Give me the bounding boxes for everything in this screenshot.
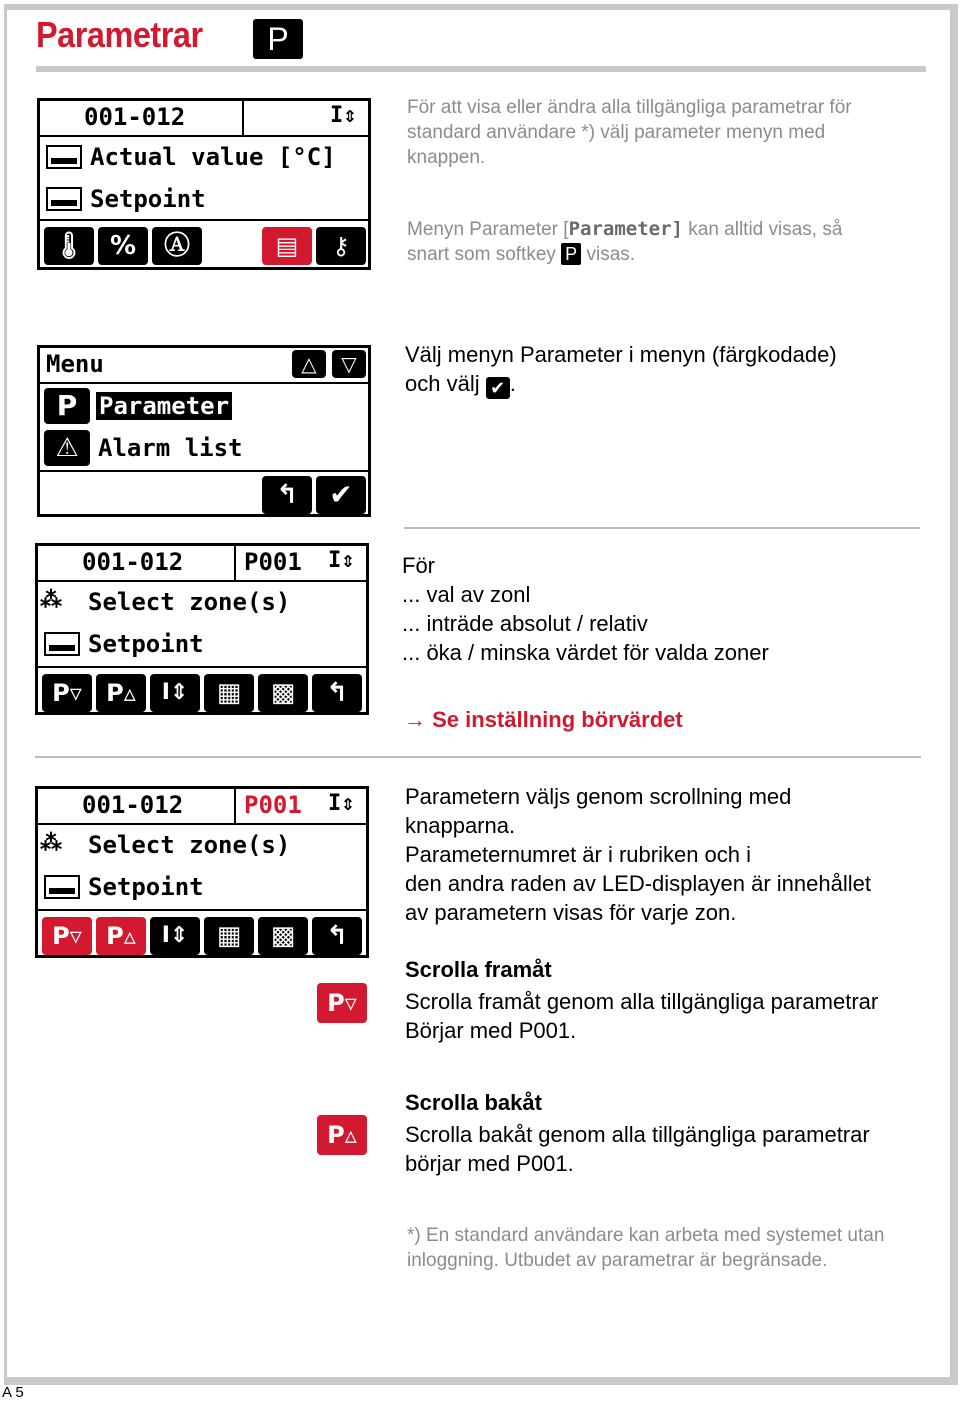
menu-info-bold: Parameter]	[568, 218, 683, 240]
percent-icon[interactable]: %	[98, 227, 148, 265]
menu-item-alarm-list[interactable]: Alarm list	[98, 434, 243, 462]
lcd-line-select-zone: Select zone(s)	[88, 831, 291, 859]
separator	[404, 527, 920, 529]
scroll-backward-icon[interactable]: P▵	[96, 917, 146, 955]
grid-some-icon[interactable]: ▩	[258, 674, 308, 712]
parameter-p-icon: P	[44, 388, 90, 424]
checkmark-icon[interactable]: ✔	[316, 476, 366, 514]
abs-rel-icon[interactable]: I⇕	[150, 674, 200, 712]
footnote-line1: *) En standard användare kan arbeta med systemet utan	[407, 1225, 885, 1246]
lcd-softkey-rule	[38, 666, 366, 668]
grid-all-icon[interactable]: ▦	[204, 917, 254, 955]
setpoint-link-label[interactable]: Se inställning börvärdet	[432, 707, 683, 732]
lcd-line-setpoint: Setpoint	[90, 185, 206, 213]
grid-all-icon[interactable]: ▦	[204, 674, 254, 712]
scroll-backward-line1: Scrolla bakåt genom alla tillgängliga parametrar	[405, 1122, 870, 1147]
lcd-screen-select-zone	[35, 543, 369, 715]
menu-select-period: .	[509, 371, 516, 396]
scroll-explanation-line5: av parametern visas för varje zon.	[405, 900, 737, 925]
for-item-zone: ... val av zonl	[402, 582, 531, 607]
scroll-updown-icon: I⇕	[328, 548, 355, 573]
lcd-line-setpoint: Setpoint	[88, 873, 204, 901]
up-triangle-icon[interactable]: △	[292, 350, 326, 378]
scroll-updown-icon: I⇕	[330, 103, 357, 128]
scroll-forward-title: Scrolla framåt	[405, 957, 552, 982]
lcd-divider	[242, 101, 244, 137]
setpoint-icon	[44, 875, 80, 899]
lcd-screen-menu	[37, 345, 371, 517]
back-arrow-icon[interactable]: ↰	[312, 917, 362, 955]
lcd-line-select-zone: Select zone(s)	[88, 588, 291, 616]
scroll-forward-line1: Scrolla framåt genom alla tillgängliga parametrar	[405, 989, 879, 1014]
title-rule	[36, 66, 926, 72]
scroll-forward-icon[interactable]: P▿	[42, 917, 92, 955]
page-frame-bottom	[4, 1377, 958, 1385]
softkey-info-pre: snart som softkey	[407, 244, 562, 265]
setpoint-link[interactable]	[404, 705, 683, 734]
menu-info-text	[407, 217, 907, 267]
menu-select-line2: och välj	[405, 371, 486, 396]
scroll-forward-icon[interactable]: P▿	[42, 674, 92, 712]
scroll-explanation-line2: knapparna.	[405, 813, 516, 838]
scroll-backward-title: Scrolla bakåt	[405, 1090, 542, 1115]
softkey-p-icon: P	[561, 243, 581, 265]
parameter-p-icon: P	[253, 19, 303, 59]
value-icon	[46, 145, 82, 169]
footnote-line2: inloggning. Utbudet av parametrar är begränsade.	[407, 1250, 828, 1271]
menu-item-parameter[interactable]: Parameter	[96, 392, 232, 420]
scroll-explanation	[405, 782, 925, 927]
scroll-forward-icon: P▿	[317, 983, 367, 1023]
page-frame-top	[4, 4, 954, 10]
setpoint-icon	[44, 632, 80, 656]
scroll-forward-line2: Börjar med P001.	[405, 1018, 577, 1043]
lcd-softkey-bar-rule	[40, 219, 368, 221]
scroll-explanation-line3: Parameternumret är i rubriken och i	[405, 842, 752, 867]
lcd-softkey-rule	[38, 909, 366, 911]
param-number: P001	[244, 548, 302, 576]
for-item-inc-dec: ... öka / minska värdet för valda zoner	[402, 640, 769, 665]
alarm-a-icon[interactable]: Ⓐ	[152, 227, 202, 265]
page-number: A 5	[2, 1384, 24, 1401]
down-triangle-icon[interactable]: ▽	[332, 350, 366, 378]
scroll-explanation-line1: Parametern väljs genom scrollning med	[405, 784, 792, 809]
lcd-screen-scroll	[35, 786, 369, 958]
alarm-warning-icon: ⚠	[44, 430, 90, 466]
intro-text	[407, 95, 907, 170]
scroll-backward-icon[interactable]: P▵	[96, 674, 146, 712]
link-arrow-icon: →	[404, 707, 426, 732]
lcd-divider	[234, 789, 236, 825]
intro-paragraph: För att visa eller ändra alla tillgängliga parametrar för standard användare *) välj parameter menyn med knappen.	[407, 97, 852, 168]
footnote	[407, 1223, 937, 1273]
lcd-range: 001-012	[82, 548, 184, 576]
menu-select-text	[405, 340, 925, 399]
lcd-range: 001-012	[84, 103, 186, 131]
checkbox-icon: ✔	[486, 377, 510, 399]
scroll-forward-section	[405, 955, 935, 1045]
page-title: Parametrar	[36, 14, 203, 55]
key-icon[interactable]: ⚷	[316, 227, 366, 265]
back-arrow-icon[interactable]: ↰	[312, 674, 362, 712]
lcd-screen-main	[37, 98, 371, 270]
for-item-abs-rel: ... inträde absolut / relativ	[402, 611, 648, 636]
back-arrow-icon[interactable]: ↰	[262, 476, 312, 514]
scroll-backward-section	[405, 1088, 935, 1178]
menu-header: Menu	[46, 350, 104, 378]
menu-select-line1: Välj menyn Parameter i menyn (färgkodade)	[405, 342, 837, 367]
lcd-line-actual-value: Actual value [°C]	[90, 143, 336, 171]
menu-header-rule	[40, 382, 368, 384]
scroll-backward-icon: P▵	[317, 1115, 367, 1155]
scroll-updown-icon: I⇕	[328, 791, 355, 816]
thermometer-icon[interactable]: 🌡	[44, 227, 94, 265]
menu-softkey-rule	[40, 470, 368, 472]
softkey-info-post: visas.	[581, 244, 636, 265]
scroll-backward-line2: börjar med P001.	[405, 1151, 574, 1176]
for-list-text	[402, 551, 922, 667]
separator	[35, 756, 921, 758]
parameter-softkey-icon[interactable]: ▤	[262, 227, 312, 265]
menu-info-post: kan alltid visas, så	[682, 219, 843, 240]
abs-rel-icon[interactable]: I⇕	[150, 917, 200, 955]
setpoint-icon	[46, 187, 82, 211]
page-frame-left	[4, 4, 7, 1385]
zone-select-icon: ⁂	[40, 831, 62, 856]
zone-select-icon: ⁂	[40, 588, 62, 613]
param-number-highlight: P001	[244, 791, 302, 819]
page-frame-right	[950, 4, 958, 1385]
scroll-explanation-line4: den andra raden av LED-displayen är innehållet	[405, 871, 871, 896]
lcd-divider	[234, 546, 236, 582]
lcd-line-setpoint: Setpoint	[88, 630, 204, 658]
menu-info-pre: Menyn Parameter [	[407, 219, 569, 240]
grid-some-icon[interactable]: ▩	[258, 917, 308, 955]
lcd-range: 001-012	[82, 791, 184, 819]
for-heading: För	[402, 553, 435, 578]
